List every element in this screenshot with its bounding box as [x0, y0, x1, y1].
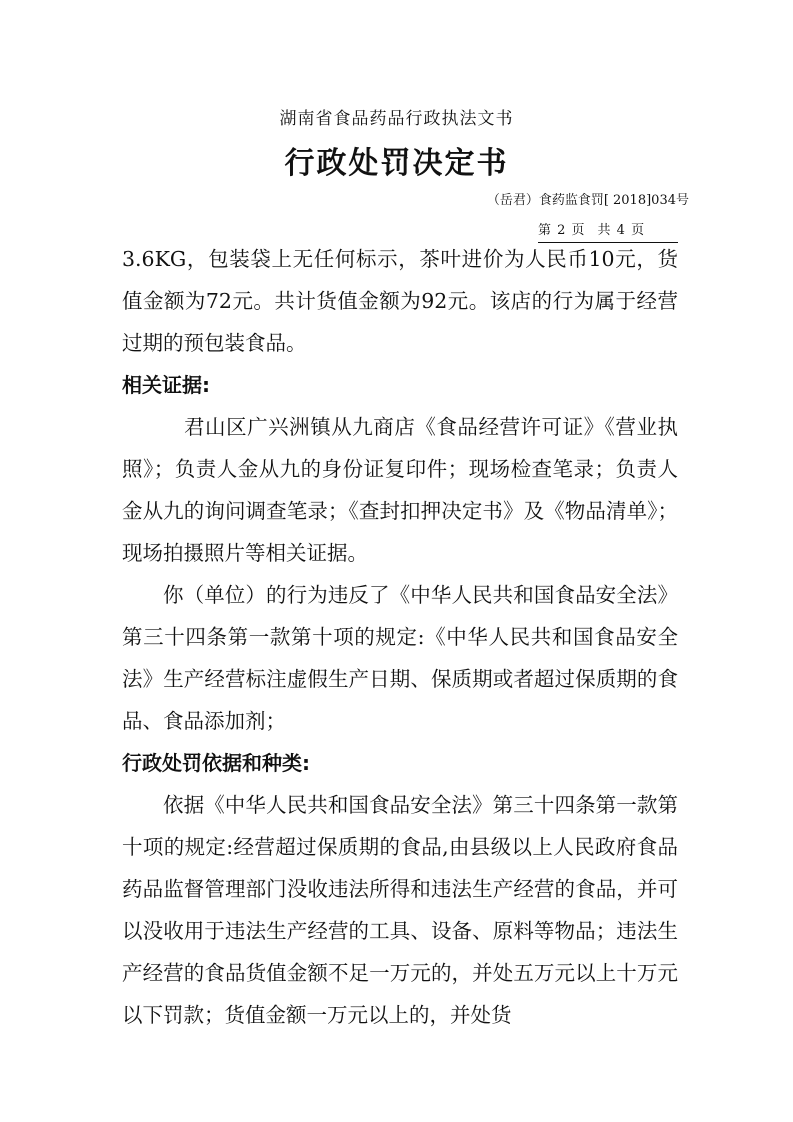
paragraph-evidence: 君山区广兴洲镇从九商店《食品经营许可证》《营业执照》；负责人金从九的身份证复印件；现场检查笔录；负责人金从九的询问调查笔录；《查封扣押决定书》及《物品清单》；现场拍摄照片等相关证据。	[122, 415, 678, 565]
document-number: （岳君）食药监食罚[ 2018]034号	[486, 193, 689, 208]
document-title: 行政处罚决定书	[284, 146, 509, 181]
paragraph-penalty-basis: 依据《中华人民共和国食品安全法》第三十四条第一款第十项的规定:经营超过保质期的食品,由县级以上人民政府食品药品监督管理部门没收违法所得和违法生产经营的食品，并可以没收用于违法生产经营的工具、设备、原料等物品；违法生产经营的食品货值金额不足一万元的，并处五万元以上十万元以下罚款；货值金额一万元以上的，并处货	[122, 793, 678, 1027]
document-body	[122, 238, 678, 1036]
penalty-heading: 行政处罚依据和种类:	[122, 751, 310, 775]
paragraph-goods-value: 3.6KG，包装袋上无任何标示，茶叶进价为人民币10元，货值金额为72元。共计货值金额为92元。该店的行为属于经营过期的预包装食品。	[122, 247, 678, 355]
paragraph-violation: 你（单位）的行为违反了《中华人民共和国食品安全法》第三十四条第一款第十项的规定:《中华人民共和国食品安全法》生产经营标注虚假生产日期、保质期或者超过保质期的食品、食品添加剂；	[122, 583, 678, 733]
org-title: 湖南省食品药品行政执法文书	[279, 109, 514, 129]
page-indicator: 第 2 页 共 4 页	[538, 219, 678, 243]
evidence-heading: 相关证据:	[122, 373, 210, 397]
